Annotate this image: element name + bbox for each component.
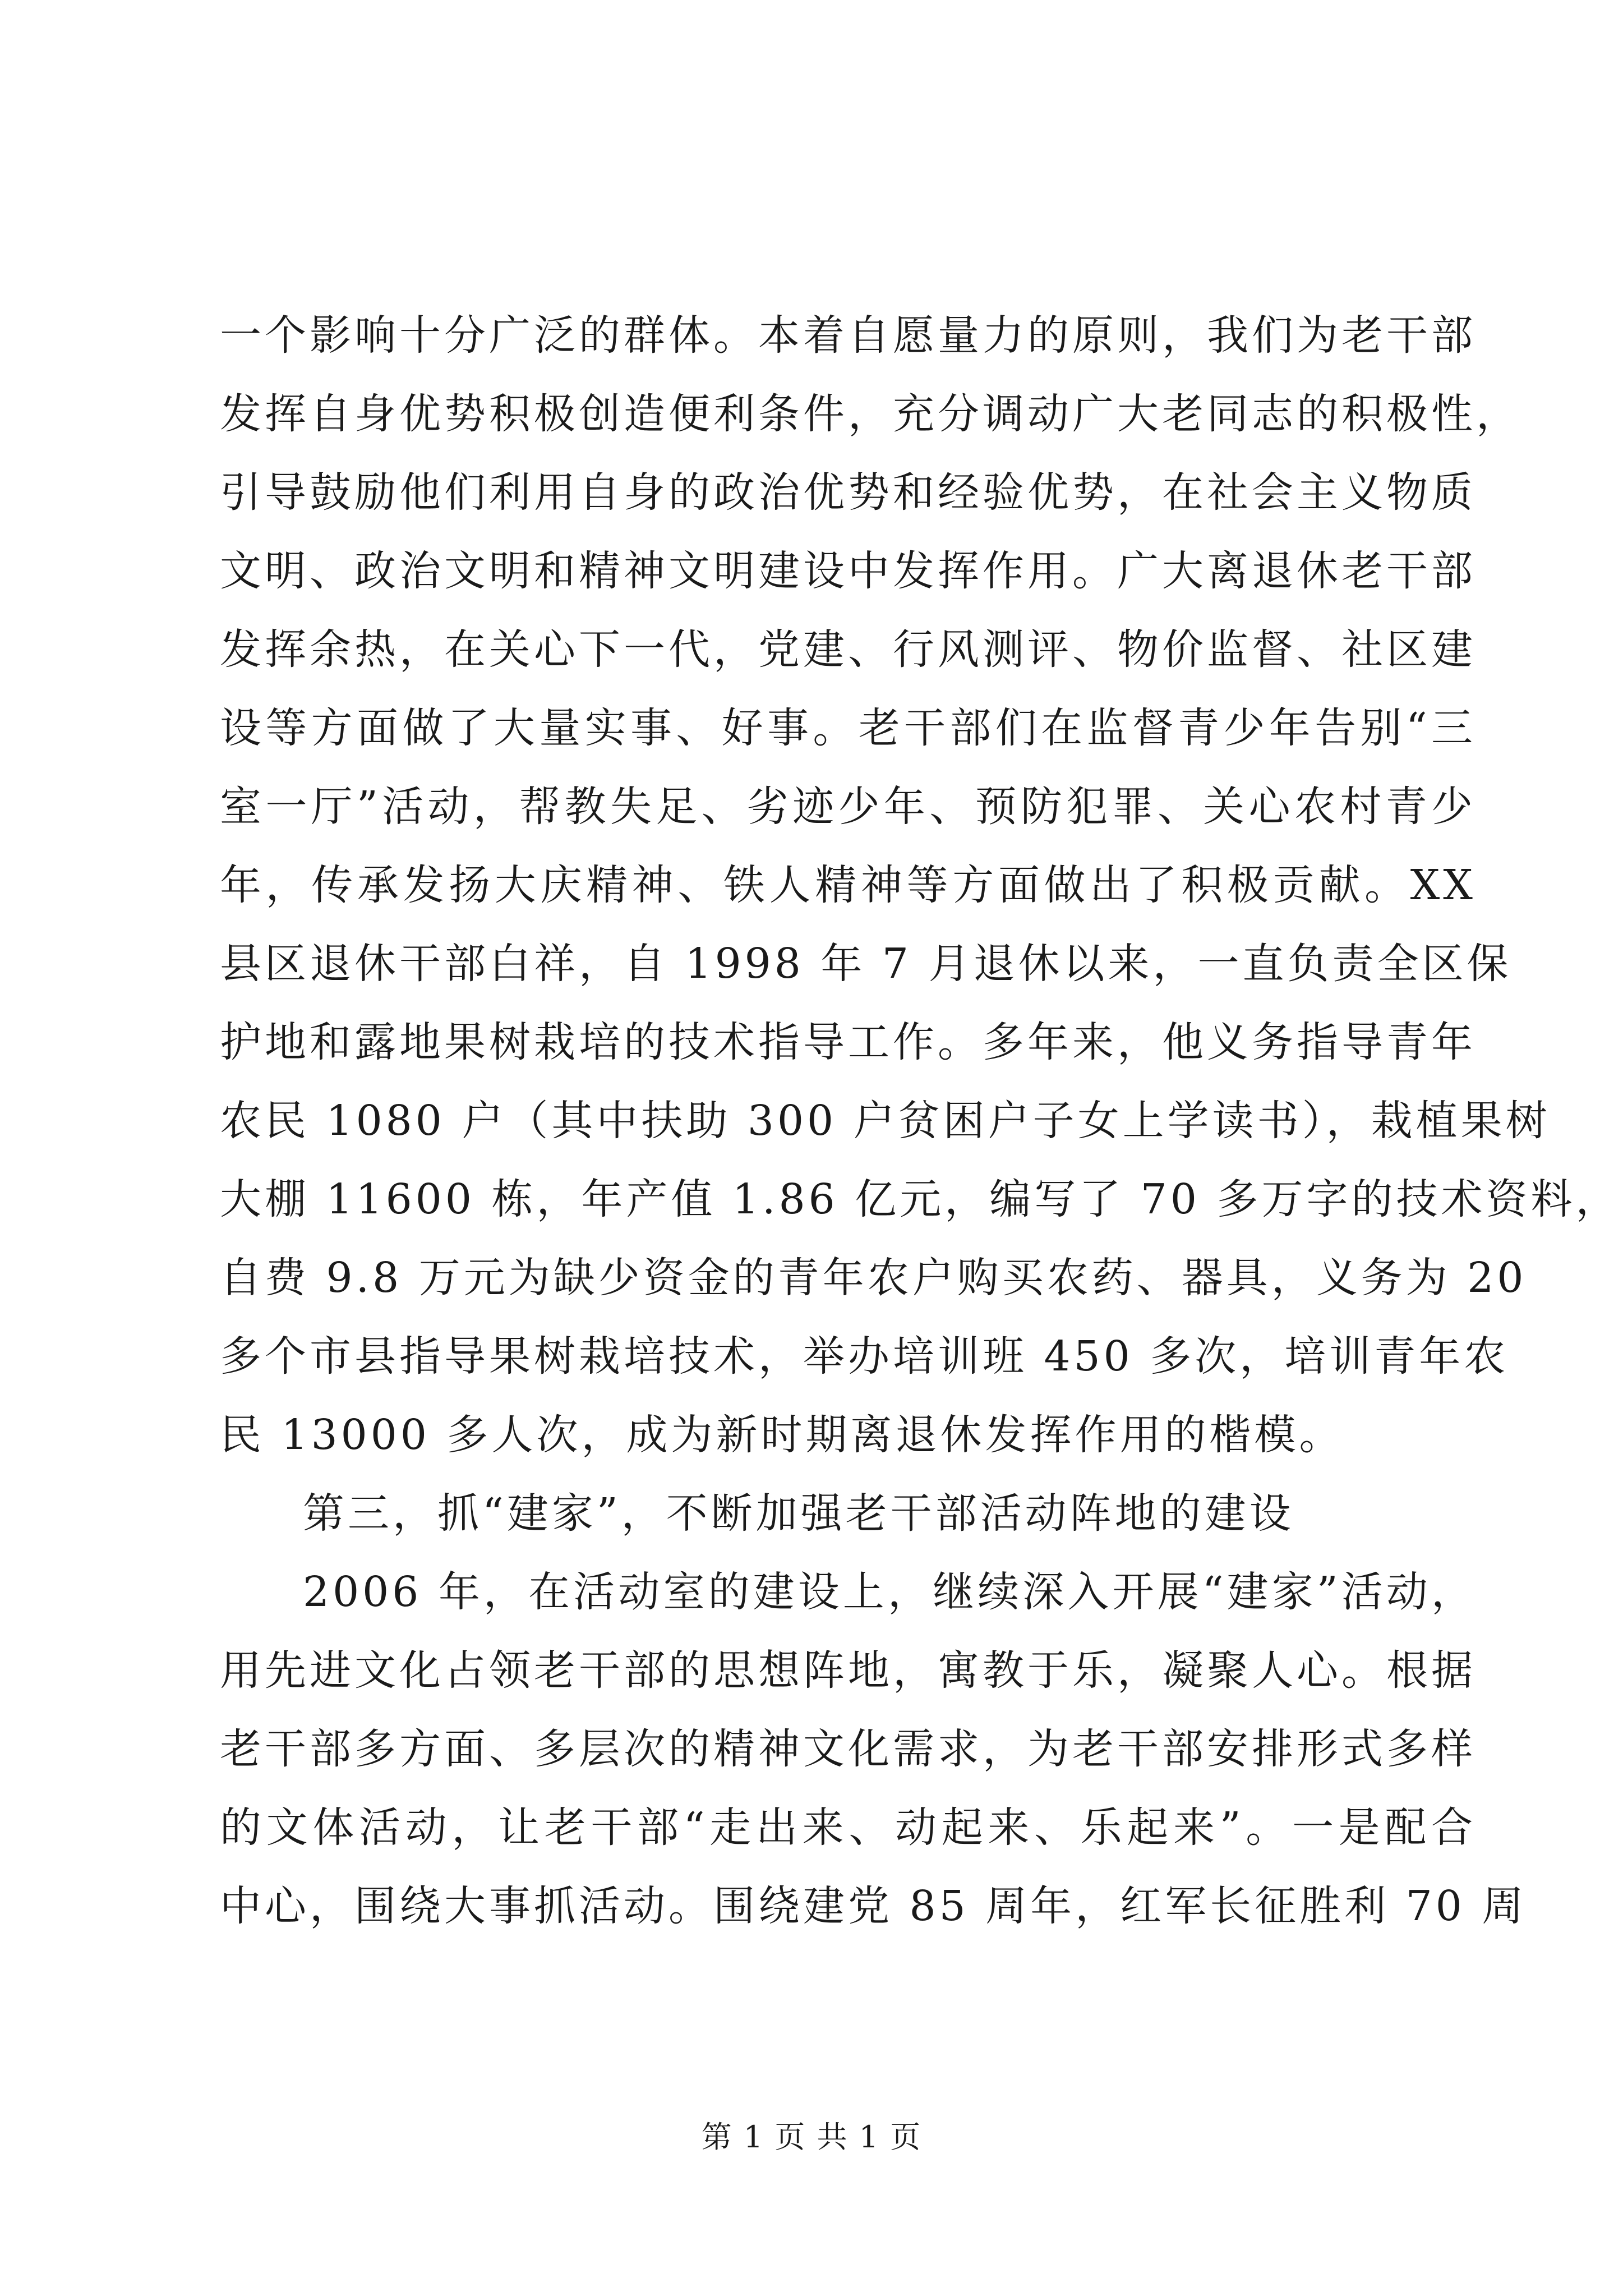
text-line: 引导鼓励他们利用自身的政治优势和经验优势，在社会主义物质 [220,468,1476,517]
text-line: 护地和露地果树栽培的技术指导工作。多年来，他义务指导青年 [220,1018,1476,1066]
text-line: 2006 年，在活动室的建设上，继续深入开展“建家”活动， [303,1568,1476,1616]
section-heading: 第三，抓“建家”，不断加强老干部活动阵地的建设 [303,1489,1294,1538]
text-line: 设等方面做了大量实事、好事。老干部们在监督青少年告别“三 [220,704,1476,752]
text-line: 民 13000 多人次，成为新时期离退休发挥作用的楷模。 [220,1411,1344,1459]
text-line: 文明、政治文明和精神文明建设中发挥作用。广大离退休老干部 [220,547,1476,595]
text-line: 用先进文化占领老干部的思想阵地，寓教于乐，凝聚人心。根据 [220,1646,1476,1695]
text-line: 县区退休干部白祥，自 1998 年 7 月退休以来，一直负责全区保 [220,940,1512,988]
text-line: 农民 1080 户（其中扶助 300 户贫困户子女上学读书），栽植果树 [220,1097,1551,1145]
text-line: 发挥余热，在关心下一代，党建、行风测评、物价监督、社区建 [220,625,1476,674]
page-footer: 第 1 页 共 1 页 [701,2119,922,2155]
text-line: 老干部多方面、多层次的精神文化需求，为老干部安排形式多样 [220,1725,1476,1773]
text-line: 的文体活动，让老干部“走出来、动起来、乐起来”。一是配合 [220,1803,1476,1852]
text-line: 大棚 11600 栋，年产值 1.86 亿元，编写了 70 多万字的技术资料， [220,1175,1621,1223]
body-text [220,296,1621,1945]
text-line: 自费 9.8 万元为缺少资金的青年农户购买农药、器具，义务为 20 [220,1254,1527,1302]
text-line: 年，传承发扬大庆精神、铁人精神等方面做出了积极贡献。XX [220,861,1476,909]
text-line: 发挥自身优势积极创造便利条件，充分调动广大老同志的积极性， [220,390,1521,438]
text-line: 多个市县指导果树栽培技术，举办培训班 450 多次，培训青年农 [220,1332,1509,1381]
text-line: 中心，围绕大事抓活动。围绕建党 85 周年，红军长征胜利 70 周 [220,1882,1527,1930]
text-line: 室一厅”活动，帮教失足、劣迹少年、预防犯罪、关心农村青少 [220,783,1476,831]
text-line: 一个影响十分广泛的群体。本着自愿量力的原则，我们为老干部 [220,311,1476,360]
